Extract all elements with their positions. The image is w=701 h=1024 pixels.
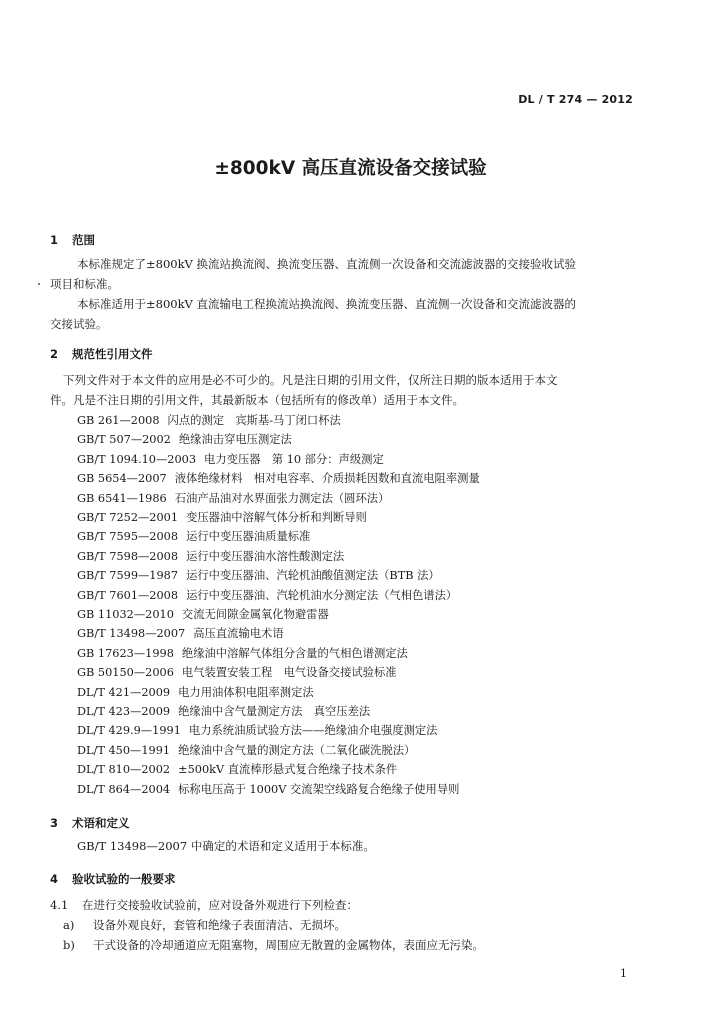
reference-title: 运行中变压器油水溶性酸测定法: [186, 549, 345, 563]
document-title: ±800kV 高压直流设备交接试验: [214, 158, 487, 179]
reference-code: GB 50150—2006: [77, 666, 174, 680]
reference-code: DL/T 421—2009: [77, 685, 171, 699]
reference-title: 电气装置安装工程 电气设备交接试验标准: [181, 666, 397, 680]
list-item-label: a): [63, 918, 75, 932]
reference-code: GB 17623—1998: [77, 646, 174, 660]
reference-item: [77, 470, 480, 486]
reference-item: [77, 431, 292, 447]
reference-title: 电力系统油质试验方法——绝缘油介电强度测定法: [188, 724, 438, 738]
reference-code: GB 6541—1986: [77, 491, 167, 505]
reference-item: [77, 684, 314, 700]
reference-item: [77, 528, 310, 544]
reference-item: [77, 548, 344, 564]
clause-text: 在进行交接验收试验前，应对设备外观进行下列检查：: [82, 898, 358, 912]
page-number: 1: [620, 967, 627, 980]
paragraph-line: GB/T 13498—2007 中确定的术语和定义适用于本标准。: [77, 839, 375, 853]
reference-title: 运行中变压器油质量标准: [186, 530, 311, 544]
reference-title: 交流无间隙金属氧化物避雷器: [181, 608, 329, 621]
reference-item: [77, 509, 367, 525]
section-title: 术语和定义: [72, 816, 130, 830]
reference-item: [77, 703, 370, 719]
reference-title: 闪点的测定 宾斯基-马丁闭口杯法: [167, 414, 341, 427]
reference-item: [77, 451, 384, 467]
reference-item: [77, 781, 459, 797]
reference-code: GB/T 507—2002: [77, 433, 171, 447]
standard-code-header: DL / T 274 — 2012: [518, 93, 633, 106]
reference-title: 高压直流输电术语: [193, 627, 284, 641]
section-3-heading: [50, 815, 130, 831]
reference-title: 绝缘油中含气量的测定方法（二氧化碳洗脱法）: [178, 743, 416, 757]
section-title: 验收试验的一般要求: [72, 872, 176, 886]
reference-title: 液体绝缘材料 相对电容率、介质损耗因数和直流电阻率测量: [174, 472, 480, 486]
reference-item: [77, 412, 341, 428]
paragraph-line: 本标准适用于±800kV 直流输电工程换流站换流阀、换流变压器、直流侧一次设备和交流滤波器的: [77, 297, 577, 311]
reference-title: 标称电压高于 1000V 交流架空线路复合绝缘子使用导则: [178, 782, 460, 796]
reference-code: GB/T 1094.10—2003: [77, 452, 197, 466]
paragraph-line: 项目和标准。: [50, 277, 119, 291]
reference-item: [77, 645, 408, 661]
reference-code: GB/T 7601—2008: [77, 588, 179, 602]
section-4-heading: [50, 871, 176, 887]
reference-title: 电力用油体积电阻率测定法: [178, 685, 314, 699]
list-item-label: b): [63, 938, 75, 952]
reference-code: DL/T 423—2009: [77, 705, 171, 718]
reference-code: GB 5654—2007: [77, 472, 167, 486]
reference-title: 变压器油中溶解气体分析和判断导则: [186, 511, 367, 524]
reference-item: [77, 742, 415, 758]
paragraph-line: 交接试验。: [50, 317, 108, 331]
reference-code: GB/T 7598—2008: [77, 549, 179, 563]
reference-code: DL/T 810—2002: [77, 763, 171, 777]
reference-code: GB 261—2008: [77, 414, 160, 427]
scan-speck: [38, 283, 40, 285]
reference-item: [77, 722, 437, 738]
reference-code: GB 11032—2010: [77, 608, 174, 621]
section-1-heading: [50, 232, 95, 248]
reference-code: GB/T 13498—2007: [77, 627, 186, 641]
reference-title: ±500kV 直流棒形悬式复合绝缘子技术条件: [178, 763, 398, 777]
reference-title: 绝缘油中溶解气体组分含量的气相色谱测定法: [181, 646, 408, 660]
reference-code: GB/T 7599—1987: [77, 569, 179, 583]
reference-title: 绝缘油中含气量测定方法 真空压差法: [178, 705, 371, 718]
section-title: 规范性引用文件: [72, 347, 153, 361]
reference-item: [77, 625, 284, 641]
reference-item: [77, 490, 389, 506]
paragraph-line: 本标准规定了±800kV 换流站换流阀、换流变压器、直流侧一次设备和交流滤波器的交接验收试验: [77, 257, 577, 271]
section-number: 4: [50, 872, 59, 886]
section-number: 1: [50, 233, 59, 247]
reference-title: 石油产品油对水界面张力测定法（圆环法）: [174, 491, 390, 505]
reference-item: [77, 567, 440, 583]
section-title: 范围: [72, 233, 95, 247]
list-item: [63, 915, 346, 935]
list-item-text: 设备外观良好，套管和绝缘子表面清洁、无损坏。: [93, 918, 346, 932]
list-item-text: 干式设备的冷却通道应无阻塞物，周围应无散置的金属物体，表面应无污染。: [93, 938, 484, 952]
reference-code: GB/T 7595—2008: [77, 530, 179, 544]
section-number: 3: [50, 816, 59, 830]
reference-item: [77, 664, 397, 680]
reference-item: [77, 606, 329, 622]
reference-item: [77, 761, 397, 777]
reference-code: GB/T 7252—2001: [77, 511, 179, 524]
reference-title: 绝缘油击穿电压测定法: [178, 433, 292, 447]
reference-title: 运行中变压器油、汽轮机油水分测定法（气相色谱法）: [186, 588, 458, 602]
reference-code: DL/T 864—2004: [77, 782, 171, 796]
paragraph-line: 件。凡是不注日期的引用文件，其最新版本（包括所有的修改单）适用于本文件。: [50, 393, 464, 407]
section-2-heading: [50, 346, 153, 362]
clause-4-1: [50, 895, 358, 915]
list-item: [63, 935, 484, 955]
reference-item: [77, 587, 457, 603]
paragraph-line: 下列文件对于本文件的应用是必不可少的。凡是注日期的引用文件，仅所注日期的版本适用于本文: [63, 373, 558, 387]
clause-number: 4.1: [50, 898, 69, 912]
reference-code: DL/T 429.9—1991: [77, 724, 181, 738]
reference-title: 电力变压器 第 10 部分：声级测定: [204, 452, 384, 466]
reference-title: 运行中变压器油、汽轮机油酸值测定法（BTB 法）: [186, 569, 440, 583]
section-number: 2: [50, 347, 59, 361]
reference-code: DL/T 450—1991: [77, 743, 171, 757]
